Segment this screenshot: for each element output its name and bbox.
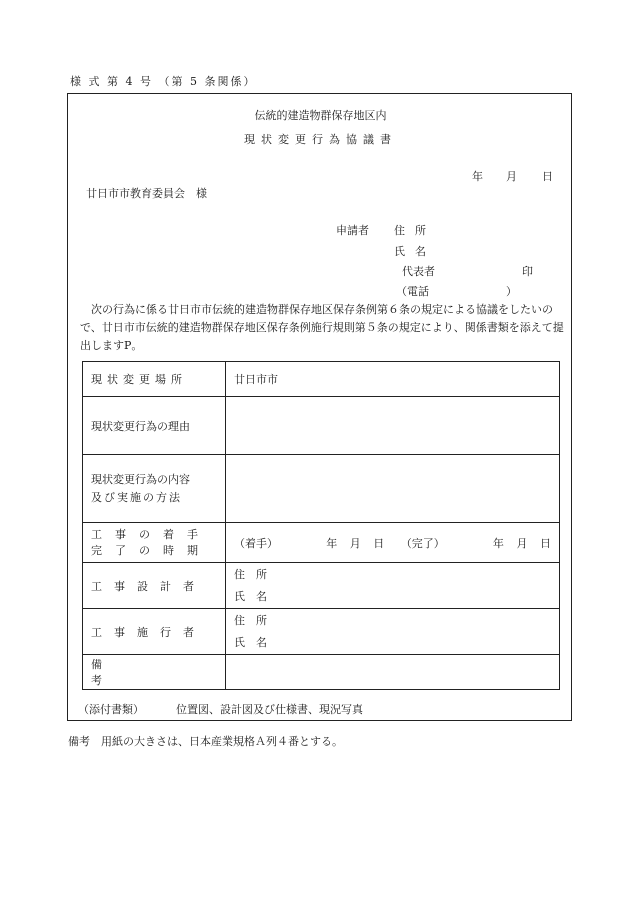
designer-label: 工事設計者 bbox=[83, 563, 226, 609]
attachments-list: 位置図、設計図及び仕様書、現況写真 bbox=[176, 703, 363, 716]
reason-field[interactable] bbox=[226, 397, 560, 455]
date-day-label: 日 bbox=[542, 170, 553, 183]
content-label-line1: 現状変更行為の内容 bbox=[91, 472, 190, 486]
builder-address-label: 住 所 bbox=[234, 613, 267, 627]
form-frame bbox=[67, 93, 572, 721]
footnote: 備考 用紙の大きさは、日本産業規格Ａ列４番とする。 bbox=[68, 735, 343, 748]
designer-name-label: 氏 名 bbox=[234, 589, 267, 603]
applicant-address-label: 住所 bbox=[394, 224, 436, 237]
end-year: 年 bbox=[492, 536, 504, 550]
attachments-label: （添付書類） bbox=[78, 703, 144, 716]
form-title-line1: 伝統的建造物群保存地区内 bbox=[254, 109, 387, 122]
end-month: 月 bbox=[516, 536, 528, 550]
table-row bbox=[83, 563, 560, 609]
table-row bbox=[83, 362, 560, 397]
start-day: 日 bbox=[373, 536, 385, 550]
representative-label: 代表者 bbox=[402, 265, 435, 278]
start-month: 月 bbox=[349, 536, 361, 550]
remarks-field[interactable] bbox=[226, 655, 560, 690]
applicant-name-label: 氏名 bbox=[394, 245, 436, 258]
application-table bbox=[82, 361, 560, 690]
period-label bbox=[83, 523, 226, 563]
location-label-text: 現状変更場所 bbox=[91, 373, 187, 386]
builder-field[interactable] bbox=[226, 609, 560, 655]
table-row bbox=[83, 609, 560, 655]
end-label: （完了） bbox=[400, 536, 445, 550]
remarks-label: 備考 bbox=[83, 655, 226, 690]
table-row bbox=[83, 455, 560, 523]
phone-field: （電話 ） bbox=[396, 285, 517, 298]
form-number-label: 様 式 第 4 号 （第 5 条関係） bbox=[70, 75, 257, 88]
table-row bbox=[83, 655, 560, 690]
date-year-label: 年 bbox=[472, 170, 483, 183]
content-label bbox=[83, 455, 226, 523]
builder-name-label: 氏 名 bbox=[234, 635, 267, 649]
reason-label: 現状変更行為の理由 bbox=[83, 397, 226, 455]
period-values bbox=[234, 535, 551, 551]
seal-mark: 印 bbox=[522, 265, 533, 278]
start-year: 年 bbox=[326, 536, 338, 550]
applicant-label: 申請者 bbox=[336, 224, 369, 237]
period-label-line1: 工事の着手 bbox=[91, 527, 211, 541]
table-row bbox=[83, 397, 560, 455]
addressee: 廿日市市教育委員会 様 bbox=[86, 187, 207, 200]
start-label: （着手） bbox=[234, 536, 278, 550]
form-title: 現状変更行為協議書 bbox=[244, 133, 397, 146]
period-label-line2: 完了の時期 bbox=[91, 543, 211, 557]
body-paragraph: 次の行為に係る廿日市市伝統的建造物群保存地区保存条例第６条の規定による協議をしたいので、廿日市市伝統的建造物群保存地区保存条例施行規則第５条の規定により、関係書類を添えて提出しますP。 bbox=[80, 303, 564, 352]
designer-field[interactable] bbox=[226, 563, 560, 609]
table-row bbox=[83, 523, 560, 563]
location-label bbox=[83, 362, 226, 397]
builder-label: 工事施行者 bbox=[83, 609, 226, 655]
location-value: 廿日市市 bbox=[226, 362, 560, 397]
date-month-label: 月 bbox=[506, 170, 517, 183]
period-field[interactable] bbox=[226, 523, 560, 563]
designer-address-label: 住 所 bbox=[234, 567, 267, 581]
content-label-line2: 及び実施の方法 bbox=[91, 490, 182, 504]
content-field[interactable] bbox=[226, 455, 560, 523]
end-day: 日 bbox=[539, 536, 551, 550]
